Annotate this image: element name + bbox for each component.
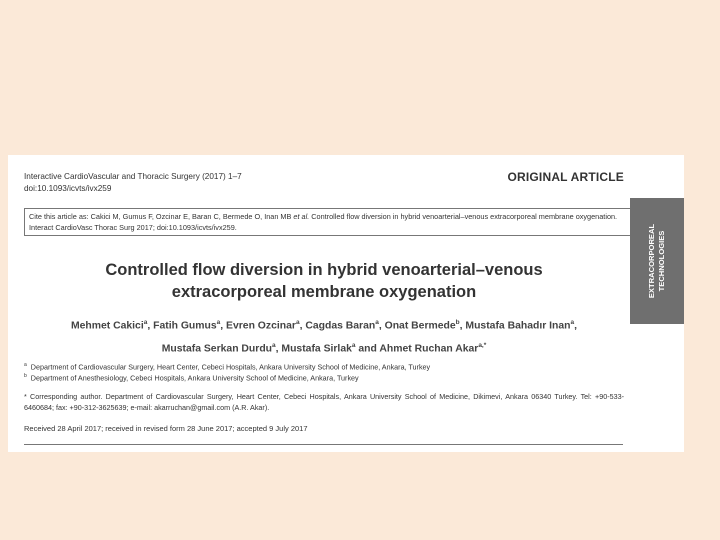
corresponding-author-note: * Corresponding author. Department of Cardiovascular Surgery, Heart Center, Cebeci Hospitals, Ankara University School of Medicine, Dikimevi, Ankara 06340 Turkey. Tel: +90-533-6460684; fax: +90-312-3625639; e-mail: akarruchan@gmail.com (A.R. Akar). — [24, 392, 624, 412]
author-affiliation-mark: a — [295, 319, 300, 326]
cite-prefix: Cite this article as: Cakici M, Gumus F, Ozcinar E, Baran C, Bermede O, Inan MB — [29, 212, 294, 221]
author-separator: and — [355, 343, 380, 355]
author-name: Fatih Gumus — [153, 320, 217, 332]
author-name: Onat Bermede — [384, 320, 456, 332]
article-type-label: ORIGINAL ARTICLE — [507, 170, 624, 184]
section-side-tab — [630, 198, 684, 324]
article-page — [8, 155, 684, 452]
author-affiliation-mark: a — [570, 319, 575, 326]
author-separator: , — [459, 320, 466, 332]
author-name: Evren Ozcinar — [226, 320, 296, 332]
side-tab-line-2: TECHNOLOGIES — [657, 230, 666, 292]
side-tab-label — [647, 224, 667, 298]
author-name: Mustafa Bahadır Inan — [465, 320, 571, 332]
article-title — [24, 259, 624, 303]
journal-doi: doi:10.1093/icvts/ivx259 — [24, 184, 112, 193]
author-separator: , — [299, 320, 306, 332]
author-name: Ahmet Ruchan Akar — [379, 343, 479, 355]
author-list — [24, 313, 624, 360]
author-name: Mehmet Cakici — [70, 320, 144, 332]
affiliation-mark: b — [24, 373, 27, 379]
received-dates: Received 28 April 2017; received in revised form 28 June 2017; accepted 9 July 2017 — [24, 424, 308, 433]
author-affiliation-mark: a,* — [478, 342, 487, 350]
authors-line-1 — [24, 313, 624, 336]
author-name: Mustafa Sirlak — [281, 343, 352, 355]
author-affiliation-mark: a — [375, 319, 379, 326]
authors-line-2 — [24, 336, 624, 359]
journal-citation: Interactive CardioVascular and Thoracic Surgery (2017) 1–7 — [24, 172, 242, 181]
affiliation-b — [24, 371, 359, 383]
author-separator: , — [220, 320, 227, 332]
side-tab-line-1: EXTRACORPOREAL — [647, 223, 656, 299]
author-separator: , — [378, 320, 385, 332]
author-affiliation-mark: b — [455, 319, 460, 326]
author-affiliation-mark: a — [216, 319, 221, 326]
author-separator: , — [275, 343, 282, 355]
divider-rule — [24, 444, 623, 445]
author-name: Cagdas Baran — [305, 320, 376, 332]
author-affiliation-mark: a — [143, 319, 148, 326]
cite-suffix: Controlled flow diversion in hybrid venoarterial–venous extracorporeal membrane oxygenation. Interact CardioVasc Thorac Surg 2017; doi:10.1093/icvts/ivx259. — [29, 212, 618, 232]
affiliation-text: Department of Cardiovascular Surgery, Heart Center, Cebeci Hospitals, Ankara University School of Medicine, Ankara, Turkey — [30, 362, 431, 372]
affiliation-text: Department of Anesthesiology, Cebeci Hospitals, Ankara University School of Medicine, Ankara, Turkey — [30, 373, 359, 383]
cite-etal: et al. — [293, 212, 310, 221]
author-affiliation-mark: a — [351, 342, 356, 350]
author-name: Mustafa Serkan Durdu — [161, 343, 273, 355]
author-separator: , — [147, 320, 154, 332]
title-line-1: Controlled flow diversion in hybrid venoarterial–venous — [105, 261, 543, 279]
author-separator: , — [574, 320, 578, 332]
author-affiliation-mark: a — [272, 342, 276, 350]
affiliation-mark: a — [24, 362, 27, 368]
title-line-2: extracorporeal membrane oxygenation — [171, 283, 477, 301]
cite-box — [24, 208, 633, 236]
